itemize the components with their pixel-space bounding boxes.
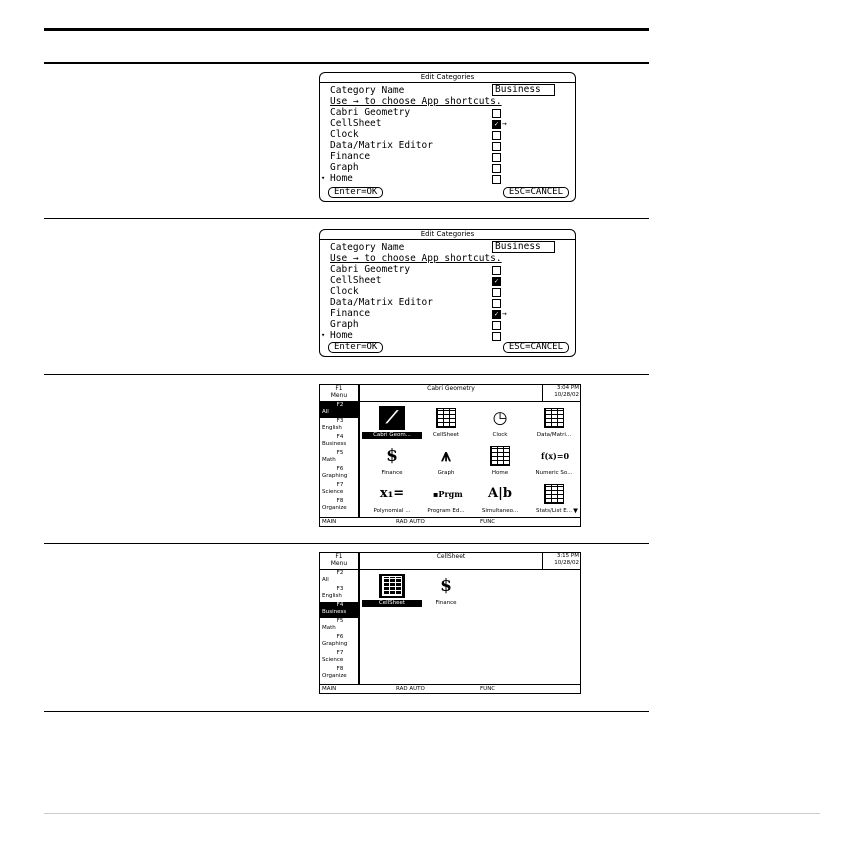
tab-key-label: F8 (336, 666, 344, 672)
app-shortcut[interactable] (470, 480, 530, 518)
tab-name-label: Business (322, 609, 347, 615)
tab-name-label: Organize (322, 673, 347, 679)
app-name-label: Finance (435, 600, 457, 606)
status-bar (320, 517, 580, 526)
dollar-icon: $ (440, 576, 452, 596)
tab-name-label: English (322, 593, 342, 599)
category-tab[interactable] (320, 586, 358, 602)
f1-key-label: F1 (335, 553, 343, 560)
date-text: 10/28/02 (554, 560, 579, 566)
date-text: 10/28/02 (554, 392, 579, 398)
category-name-row (320, 85, 575, 96)
app-name-label: Polynomial ... (373, 508, 411, 514)
category-name-label: Category Name (330, 85, 405, 96)
stats-list-icon-grid (544, 484, 564, 504)
cabri-icon: ⟋ (379, 406, 405, 430)
app-checkbox[interactable]: ✓ (492, 120, 501, 129)
list-item[interactable] (320, 286, 575, 297)
scroll-down-icon: ▾ (321, 174, 326, 182)
tab-name-label: English (322, 425, 342, 431)
graph-icon: ⩚ (441, 446, 451, 466)
list-item[interactable] (320, 107, 575, 118)
edit-categories-dialog (319, 72, 576, 202)
right-arrow-icon: → (502, 309, 507, 318)
tab-key-label: F3 (336, 586, 344, 592)
app-shortcut[interactable] (524, 404, 581, 442)
time-text: 3:15 PM (556, 553, 579, 559)
dialog-title: Edit Categories (320, 73, 575, 83)
tab-name-label: Science (322, 489, 344, 495)
category-tab[interactable] (320, 498, 358, 514)
app-name-label: Clock (330, 129, 359, 140)
app-name-label: Clock (492, 432, 508, 438)
home-calculator-icon (487, 444, 513, 468)
apps-desktop-screen (319, 552, 581, 694)
polynomial-icon: x₁= (379, 486, 405, 501)
app-name-label: Simultaneo... (481, 508, 519, 514)
app-shortcut[interactable] (524, 442, 581, 480)
app-name-label: Graph (330, 319, 359, 330)
tab-name-label: All (322, 577, 329, 583)
list-item[interactable] (320, 162, 575, 173)
list-item[interactable] (320, 275, 575, 286)
app-name-label: CellSheet (330, 118, 382, 129)
status-mode: MAIN (322, 519, 337, 525)
category-tab[interactable] (320, 466, 358, 482)
category-name-field[interactable]: Business (492, 84, 555, 96)
category-tab[interactable] (320, 618, 358, 634)
tab-key-label: F6 (336, 634, 344, 640)
list-item[interactable] (320, 118, 575, 129)
app-name-label: Cabri Geometry (330, 107, 411, 118)
app-name-label: Finance (381, 470, 403, 476)
status-graph-mode: FUNC (480, 519, 496, 525)
category-name-row (320, 242, 575, 253)
app-checkbox[interactable] (492, 175, 501, 184)
tab-name-label: Business (322, 441, 347, 447)
table-row-rule (44, 543, 649, 544)
toolbar (320, 553, 580, 570)
esc-cancel-button[interactable]: ESC=CANCEL (503, 187, 569, 198)
app-checkbox[interactable] (492, 321, 501, 330)
dialog-title: Edit Categories (320, 230, 575, 240)
tab-name-label: Graphing (322, 473, 348, 479)
time-text: 3:04 PM (556, 385, 579, 391)
app-shortcut[interactable] (362, 404, 422, 442)
cellsheet-icon (433, 406, 459, 430)
scroll-down-icon: ▾ (321, 331, 326, 339)
app-shortcut[interactable] (416, 480, 476, 518)
app-shortcut[interactable] (362, 480, 422, 518)
list-item[interactable] (320, 319, 575, 330)
app-checkbox[interactable] (492, 164, 501, 173)
app-name-label: Program Ed... (427, 508, 465, 514)
app-name-label: Data/Matrix Editor (330, 297, 433, 308)
list-item[interactable] (320, 129, 575, 140)
tab-name-label: Organize (322, 505, 347, 511)
app-name-label: CellSheet (432, 432, 460, 438)
clock-icon: ◷ (492, 408, 508, 428)
app-checkbox[interactable] (492, 142, 501, 151)
status-angle-mode: RAD AUTO (396, 519, 425, 525)
list-item[interactable] (320, 308, 575, 319)
f1-key-label: F1 (335, 385, 343, 392)
tab-name-label: Graphing (322, 641, 348, 647)
status-bar (320, 684, 580, 693)
app-name-label: CellSheet (330, 275, 382, 286)
data-matrix-icon-grid (544, 408, 564, 428)
app-name-label: Home (491, 470, 509, 476)
app-checkbox[interactable] (492, 299, 501, 308)
app-shortcut[interactable] (416, 572, 476, 610)
tab-name-label: Science (322, 657, 344, 663)
tab-key-label: F4 (336, 434, 344, 440)
data-matrix-icon (541, 406, 567, 430)
app-name-label: Graph (330, 162, 359, 173)
category-tab[interactable] (320, 402, 358, 418)
tab-name-label: Math (322, 625, 336, 631)
category-tab[interactable] (320, 570, 358, 586)
f1-menu-button[interactable] (320, 385, 360, 401)
app-checkbox[interactable]: ✓ (492, 277, 501, 286)
app-checkbox[interactable] (492, 109, 501, 118)
app-name-label: Finance (330, 308, 371, 319)
app-shortcut[interactable] (470, 442, 530, 480)
category-tabs (320, 402, 360, 517)
enter-ok-button[interactable]: Enter=OK (328, 342, 383, 353)
edit-categories-dialog (319, 229, 576, 357)
instruction-row (320, 96, 575, 107)
category-tab[interactable] (320, 602, 358, 618)
instruction-row (320, 253, 575, 264)
tab-name-label: Math (322, 457, 336, 463)
tab-name-label: All (322, 409, 329, 415)
app-name-label: Numeric So... (535, 470, 573, 476)
table-header-rule (44, 62, 649, 64)
dollar-icon: $ (386, 446, 398, 466)
category-name-label: Category Name (330, 242, 405, 253)
table-top-rule (44, 28, 649, 31)
status-mode: MAIN (322, 686, 337, 692)
tab-key-label: F2 (336, 570, 344, 576)
instruction-text: Use → to choose App shortcuts. (330, 96, 502, 107)
tab-key-label: F5 (336, 618, 344, 624)
app-name-label: Cabri Geom... (362, 432, 422, 439)
program-editor-icon: ▪Prgm (433, 489, 463, 499)
category-tabs (320, 570, 360, 684)
tab-key-label: F2 (336, 402, 344, 408)
app-name-label: Finance (330, 151, 371, 162)
category-tab[interactable] (320, 666, 358, 682)
category-tab[interactable] (320, 450, 358, 466)
apps-desktop-screen (319, 384, 581, 527)
list-item[interactable] (320, 330, 575, 341)
category-tab[interactable] (320, 418, 358, 434)
app-name-label: Cabri Geometry (330, 264, 411, 275)
tab-key-label: F8 (336, 498, 344, 504)
app-name-label: Data/Matrix Editor (330, 140, 433, 151)
selected-app-title: Cabri Geometry (427, 385, 475, 392)
app-shortcut[interactable] (416, 442, 476, 480)
app-shortcut[interactable] (362, 572, 422, 610)
app-name-label: Home (330, 173, 353, 184)
esc-cancel-button[interactable]: ESC=CANCEL (503, 342, 569, 353)
table-row-rule (44, 218, 649, 219)
simultaneous-icon: A|b (488, 486, 512, 501)
more-apps-arrow-icon[interactable]: ▼ (573, 506, 578, 515)
table-row-rule (44, 374, 649, 375)
app-name-label: Graph (437, 470, 455, 476)
status-angle-mode: RAD AUTO (396, 686, 425, 692)
tab-key-label: F5 (336, 450, 344, 456)
category-tab[interactable] (320, 650, 358, 666)
list-item[interactable] (320, 140, 575, 151)
app-checkbox[interactable] (492, 131, 501, 140)
stats-list-icon (541, 482, 567, 506)
selected-app-title: CellSheet (436, 553, 466, 560)
app-icon-grid (362, 572, 578, 683)
list-item[interactable] (320, 151, 575, 162)
numeric-solver-icon: f(x)=0 (541, 451, 570, 461)
tab-key-label: F7 (336, 650, 344, 656)
app-checkbox[interactable] (492, 332, 501, 341)
home-calculator-icon-grid (490, 446, 510, 466)
app-checkbox[interactable] (492, 153, 501, 162)
category-tab[interactable] (320, 482, 358, 498)
menu-label: Menu (330, 560, 348, 567)
app-name-label: Data/Matri... (536, 432, 572, 438)
app-checkbox[interactable] (492, 266, 501, 275)
right-arrow-icon: → (502, 119, 507, 128)
tab-key-label: F7 (336, 482, 344, 488)
app-checkbox[interactable]: ✓ (492, 310, 501, 319)
f1-menu-button[interactable] (320, 553, 360, 569)
cellsheet-icon-grid (436, 408, 456, 428)
enter-ok-button[interactable]: Enter=OK (328, 187, 383, 198)
category-name-field[interactable]: Business (492, 241, 555, 253)
tab-key-label: F6 (336, 466, 344, 472)
menu-label: Menu (330, 392, 348, 399)
instruction-text: Use → to choose App shortcuts. (330, 253, 502, 264)
app-name-label: Clock (330, 286, 359, 297)
app-shortcut[interactable] (362, 442, 422, 480)
cellsheet-icon-grid (382, 576, 402, 596)
app-name-label: CellSheet (362, 600, 422, 607)
tab-key-label: F3 (336, 418, 344, 424)
list-item[interactable] (320, 173, 575, 184)
category-tab[interactable] (320, 434, 358, 450)
table-row-rule (44, 711, 649, 712)
app-shortcut[interactable] (470, 404, 530, 442)
list-item[interactable] (320, 264, 575, 275)
app-name-label: Home (330, 330, 353, 341)
cellsheet-icon (379, 574, 405, 598)
app-icon-grid (362, 404, 578, 516)
app-checkbox[interactable] (492, 288, 501, 297)
app-shortcut[interactable] (416, 404, 476, 442)
tab-key-label: F4 (336, 602, 344, 608)
list-item[interactable] (320, 297, 575, 308)
app-name-label: Stats/List E... (536, 508, 572, 514)
toolbar (320, 385, 580, 402)
clock-display (542, 553, 580, 569)
clock-display (542, 385, 580, 401)
page-footer-rule (44, 813, 820, 814)
category-tab[interactable] (320, 634, 358, 650)
status-graph-mode: FUNC (480, 686, 496, 692)
